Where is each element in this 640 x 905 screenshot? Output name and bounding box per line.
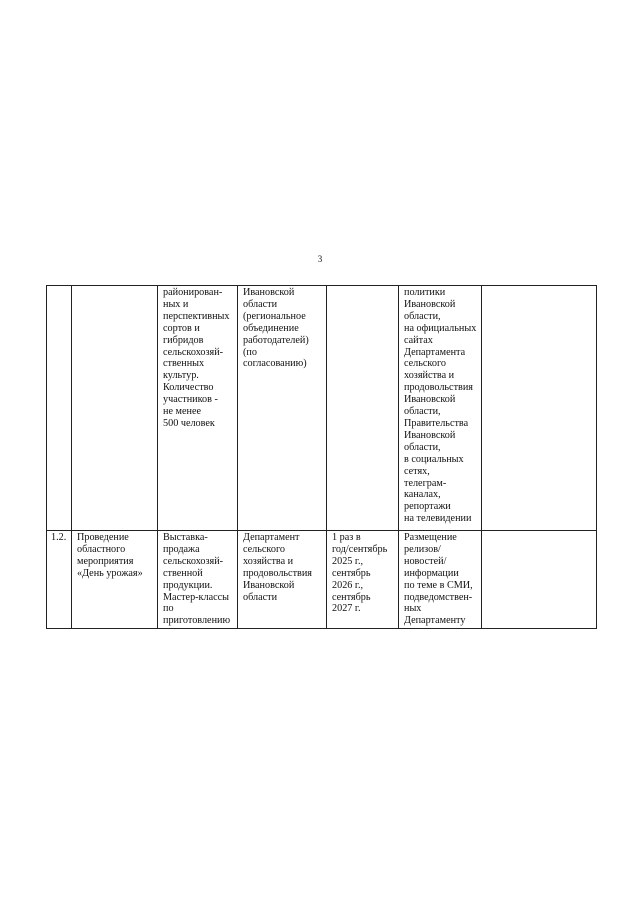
cell-notes [482, 531, 597, 629]
cell-number [47, 286, 72, 531]
cell-responsible: Департамент сельского хозяйства и продовольствия Ивановской области [238, 531, 327, 629]
cell-event-content: Выставка- продажа сельскохозяй- ственной продукции. Мастер-классы по приготовлению [158, 531, 238, 629]
cell-deadline [327, 286, 399, 531]
measures-table [46, 285, 597, 629]
table-row-1-2 [47, 531, 597, 629]
cell-number: 1.2. [47, 531, 72, 629]
cell-event-name [72, 286, 158, 531]
cell-coverage: политики Ивановской области, на официальных сайтах Департамента сельского хозяйства и продовольствия Ивановской области, Правительства Ивановской области, в социальных сетях, телеграм- каналах, репортажи на телевидении [399, 286, 482, 531]
page-number: 3 [317, 254, 323, 264]
cell-deadline: 1 раз в год/сентябрь 2025 г., сентябрь 2026 г., сентябрь 2027 г. [327, 531, 399, 629]
cell-coverage: Размещение релизов/ новостей/ информации по теме в СМИ, подведомствен- ных Департаменту [399, 531, 482, 629]
cell-responsible: Ивановской области (региональное объединение работодателей) (по согласованию) [238, 286, 327, 531]
cell-event-name: Проведение областного мероприятия «День урожая» [72, 531, 158, 629]
table-row-continued [47, 286, 597, 531]
cell-notes [482, 286, 597, 531]
cell-event-content: районирован- ных и перспективных сортов и гибридов сельскохозяй- ственных культур. Количество участников - не менее 500 человек [158, 286, 238, 531]
